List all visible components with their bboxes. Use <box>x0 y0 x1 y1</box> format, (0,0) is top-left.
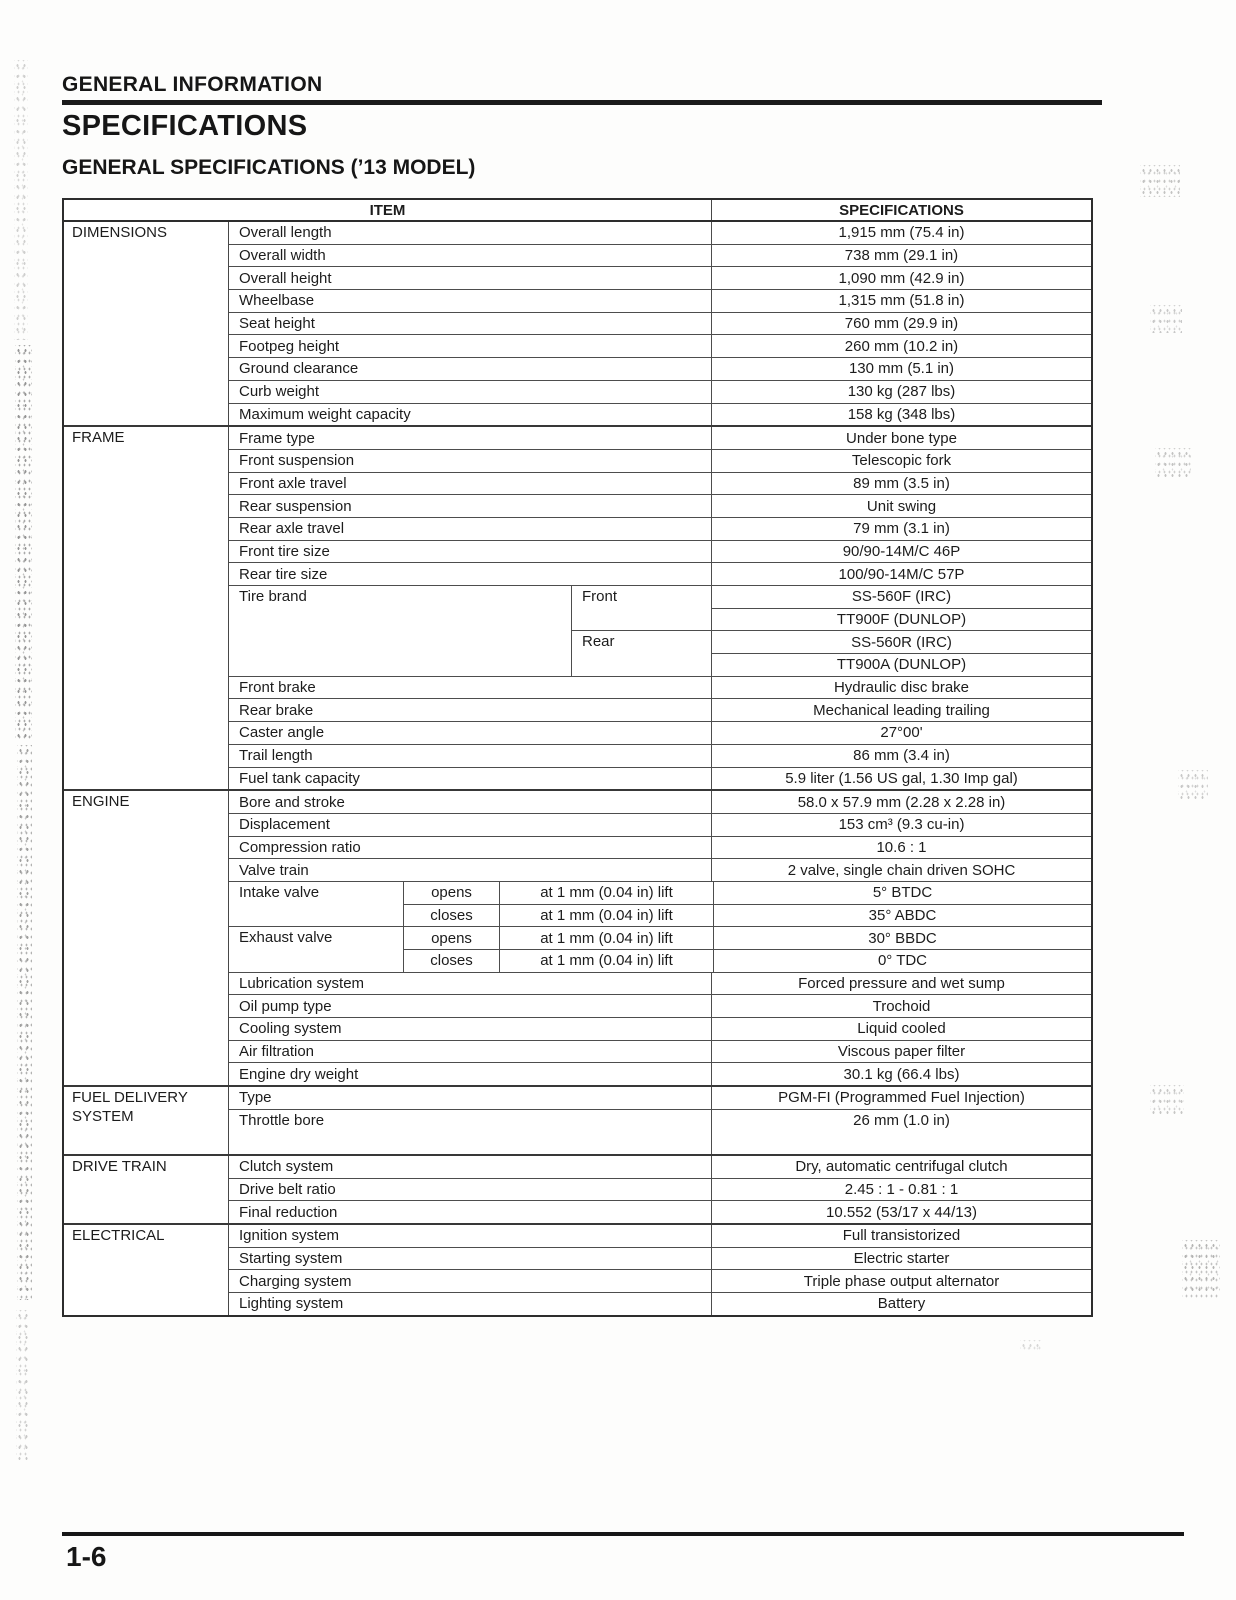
spec-value: Battery <box>877 1295 926 1313</box>
spec-row <box>229 1109 1091 1154</box>
spec-item: Exhaust valve <box>229 927 404 971</box>
spec-item: Overall width <box>229 245 712 267</box>
spec-item: Wheelbase <box>229 290 712 312</box>
spec-item: Lighting system <box>229 1293 712 1315</box>
spec-value: Forced pressure and wet sump <box>798 975 1005 993</box>
spec-item: Front suspension <box>229 450 712 472</box>
scan-artifact <box>1140 165 1180 197</box>
tire-brand-rear <box>572 630 1091 675</box>
scan-artifact <box>1150 1085 1184 1115</box>
spec-item: Tire brand <box>229 586 572 676</box>
spec-item: Front tire size <box>229 541 712 563</box>
section-electrical <box>64 1223 1091 1315</box>
scan-artifact <box>1182 1240 1220 1298</box>
table-header-specifications: SPECIFICATIONS <box>839 201 964 219</box>
spec-row <box>229 1040 1091 1063</box>
spec-value: 58.0 x 57.9 mm (2.28 x 2.28 in) <box>797 793 1006 811</box>
spec-row <box>229 1156 1091 1178</box>
spec-value: 2 valve, single chain driven SOHC <box>787 861 1016 879</box>
spec-item: Lubrication system <box>229 973 712 995</box>
spec-row <box>229 427 1091 449</box>
spec-value: 10.6 : 1 <box>876 838 927 856</box>
spec-value: Under bone type <box>846 429 957 447</box>
spec-value: 260 mm (10.2 in) <box>844 337 959 355</box>
valve-event-label: closes <box>404 950 500 972</box>
spec-item: Curb weight <box>229 381 712 403</box>
spec-value: 5.9 liter (1.56 US gal, 1.30 Imp gal) <box>785 769 1018 787</box>
section-engine <box>64 789 1091 1085</box>
spec-row <box>229 1017 1091 1040</box>
spec-value: 35° ABDC <box>868 906 937 924</box>
spec-row <box>229 1247 1091 1270</box>
spec-row <box>229 767 1091 790</box>
valve-timing-row <box>404 927 1091 949</box>
spec-item: Bore and stroke <box>229 791 712 813</box>
spec-value: Electric starter <box>853 1249 950 1267</box>
spec-row <box>229 676 1091 699</box>
spec-value: TT900F (DUNLOP) <box>712 608 1091 631</box>
spec-value: Hydraulic disc brake <box>833 679 970 697</box>
section-frame <box>64 425 1091 789</box>
spec-value: 10.552 (53/17 x 44/13) <box>826 1203 977 1221</box>
spec-value: 130 kg (287 lbs) <box>847 383 956 401</box>
spec-row <box>229 813 1091 836</box>
spec-row <box>229 540 1091 563</box>
spec-row <box>229 836 1091 859</box>
spec-item: Throttle bore <box>229 1110 712 1154</box>
spec-value: 90/90-14M/C 46P <box>842 542 961 560</box>
spec-value: 100/90-14M/C 57P <box>838 565 965 583</box>
spec-value: 738 mm (29.1 in) <box>844 247 959 265</box>
spec-row <box>229 517 1091 540</box>
spec-value: Full transistorized <box>842 1227 961 1245</box>
valve-timing-row <box>404 882 1091 904</box>
spec-row <box>229 1062 1091 1085</box>
spec-row <box>229 312 1091 335</box>
valve-event-label: closes <box>404 905 500 927</box>
spec-item: Engine dry weight <box>229 1063 712 1085</box>
exhaust-valve-group <box>229 926 1091 971</box>
table-header-row <box>64 200 1091 222</box>
spec-value: SS-560F (IRC) <box>851 588 952 606</box>
spec-item: Rear brake <box>229 699 712 721</box>
spec-value: 153 cm³ (9.3 cu-in) <box>838 816 965 834</box>
scan-artifact <box>16 1310 28 1460</box>
spec-row <box>229 1292 1091 1315</box>
header-rule <box>62 100 1102 105</box>
spec-item: Displacement <box>229 814 712 836</box>
spec-row <box>229 994 1091 1017</box>
spec-row <box>229 244 1091 267</box>
spec-row <box>229 494 1091 517</box>
spec-value: Viscous paper filter <box>837 1043 966 1061</box>
spec-row <box>229 334 1091 357</box>
spec-value: 30.1 kg (66.4 lbs) <box>843 1065 960 1083</box>
spec-item: Final reduction <box>229 1201 712 1223</box>
spec-item: Intake valve <box>229 882 404 926</box>
valve-timing-row <box>404 949 1091 972</box>
spec-row <box>229 357 1091 380</box>
tire-brand-group <box>229 585 1091 676</box>
spec-row <box>229 1087 1091 1109</box>
spec-item: Compression ratio <box>229 837 712 859</box>
spec-item: Cooling system <box>229 1018 712 1040</box>
spec-value: 5° BTDC <box>872 884 933 902</box>
spec-item: Fuel tank capacity <box>229 768 712 790</box>
spec-value: TT900A (DUNLOP) <box>712 653 1091 676</box>
spec-value: 2.45 : 1 - 0.81 : 1 <box>844 1180 959 1198</box>
page-number: 1-6 <box>66 1541 107 1572</box>
spec-row <box>229 380 1091 403</box>
valve-event-label: opens <box>404 927 500 949</box>
spec-row <box>229 1225 1091 1247</box>
spec-row <box>229 449 1091 472</box>
section-dimensions <box>64 222 1091 425</box>
spec-item: Ignition system <box>229 1225 712 1247</box>
valve-event-label: opens <box>404 882 500 904</box>
spec-value: Unit swing <box>866 497 937 515</box>
spec-row <box>229 721 1091 744</box>
spec-value: Trochoid <box>872 997 931 1015</box>
scan-artifact <box>17 745 32 1300</box>
spec-item: Rear suspension <box>229 495 712 517</box>
valve-timing-row <box>404 904 1091 927</box>
spec-row <box>229 744 1091 767</box>
spec-item: Clutch system <box>229 1156 712 1178</box>
spec-item: Starting system <box>229 1248 712 1270</box>
spec-item: Caster angle <box>229 722 712 744</box>
spec-row <box>229 1269 1091 1292</box>
spec-row <box>229 858 1091 881</box>
spec-value: 158 kg (348 lbs) <box>847 405 956 423</box>
spec-item: Trail length <box>229 745 712 767</box>
page-subtitle: GENERAL SPECIFICATIONS (’13 MODEL) <box>62 156 476 179</box>
scan-artifact <box>1155 448 1191 478</box>
spec-value: Liquid cooled <box>857 1020 946 1038</box>
spec-row <box>229 472 1091 495</box>
spec-value: Dry, automatic centrifugal clutch <box>795 1158 1008 1176</box>
spec-row <box>229 1200 1091 1223</box>
spec-item: Rear axle travel <box>229 518 712 540</box>
spec-item: Type <box>229 1087 712 1109</box>
spec-value: 30° BBDC <box>868 929 937 947</box>
spec-row <box>229 1178 1091 1201</box>
section-drive-train <box>64 1154 1091 1223</box>
valve-condition: at 1 mm (0.04 in) lift <box>500 882 714 904</box>
tire-position-label: Rear <box>572 631 712 675</box>
spec-item: Front brake <box>229 677 712 699</box>
spec-value: 1,315 mm (51.8 in) <box>838 292 965 310</box>
section-category: ENGINE <box>64 791 229 1085</box>
section-category: DIMENSIONS <box>64 222 229 425</box>
spec-row <box>229 222 1091 244</box>
spec-item: Rear tire size <box>229 563 712 585</box>
section-category: ELECTRICAL <box>64 1225 229 1315</box>
section-category: DRIVE TRAIN <box>64 1156 229 1223</box>
intake-valve-group <box>229 881 1091 926</box>
valve-condition: at 1 mm (0.04 in) lift <box>500 905 714 927</box>
spec-value: 760 mm (29.9 in) <box>844 315 959 333</box>
spec-item: Seat height <box>229 313 712 335</box>
spec-row <box>229 972 1091 995</box>
spec-item: Frame type <box>229 427 712 449</box>
scan-artifact <box>15 345 32 740</box>
spec-row <box>229 791 1091 813</box>
section-category: FUEL DELIVERY SYSTEM <box>64 1087 229 1154</box>
spec-row <box>229 289 1091 312</box>
spec-item: Drive belt ratio <box>229 1179 712 1201</box>
spec-item: Valve train <box>229 859 712 881</box>
spec-value: 26 mm (1.0 in) <box>853 1111 950 1129</box>
table-header-item: ITEM <box>64 200 712 220</box>
scan-artifact <box>1150 305 1182 333</box>
scan-artifact <box>1178 770 1208 800</box>
spec-row <box>229 562 1091 585</box>
spec-item: Footpeg height <box>229 335 712 357</box>
section-fuel-delivery <box>64 1085 1091 1154</box>
spec-row <box>229 403 1091 426</box>
valve-condition: at 1 mm (0.04 in) lift <box>500 950 714 972</box>
scan-artifact <box>1020 1340 1042 1354</box>
spec-item: Oil pump type <box>229 995 712 1017</box>
tire-brand-front <box>572 586 1091 630</box>
specifications-table <box>62 198 1093 1317</box>
spec-value: 79 mm (3.1 in) <box>853 520 950 538</box>
page-title: SPECIFICATIONS <box>62 110 308 142</box>
spec-value: 1,915 mm (75.4 in) <box>838 224 965 242</box>
spec-item: Charging system <box>229 1270 712 1292</box>
spec-value: 89 mm (3.5 in) <box>853 474 950 492</box>
spec-item: Overall length <box>229 222 712 244</box>
section-category: FRAME <box>64 427 229 789</box>
spec-row <box>229 698 1091 721</box>
spec-item: Front axle travel <box>229 473 712 495</box>
spec-item: Air filtration <box>229 1041 712 1063</box>
chapter-header: GENERAL INFORMATION <box>62 73 323 96</box>
tire-position-label: Front <box>572 586 712 630</box>
spec-value: Mechanical leading trailing <box>813 701 990 719</box>
scan-artifact <box>14 60 28 340</box>
spec-value: 86 mm (3.4 in) <box>853 747 950 765</box>
spec-item: Maximum weight capacity <box>229 404 712 426</box>
spec-value: PGM-FI (Programmed Fuel Injection) <box>778 1089 1025 1107</box>
spec-row <box>229 266 1091 289</box>
spec-value: SS-560R (IRC) <box>851 633 952 651</box>
footer-rule <box>62 1532 1184 1536</box>
spec-value: 130 mm (5.1 in) <box>848 360 955 378</box>
spec-value: Telescopic fork <box>851 452 952 470</box>
spec-item: Ground clearance <box>229 358 712 380</box>
spec-value: 0° TDC <box>877 952 928 970</box>
spec-value: 27°00' <box>880 724 923 742</box>
spec-value: 1,090 mm (42.9 in) <box>838 269 965 287</box>
spec-item: Overall height <box>229 267 712 289</box>
spec-value: Triple phase output alternator <box>803 1272 1000 1290</box>
valve-condition: at 1 mm (0.04 in) lift <box>500 927 714 949</box>
